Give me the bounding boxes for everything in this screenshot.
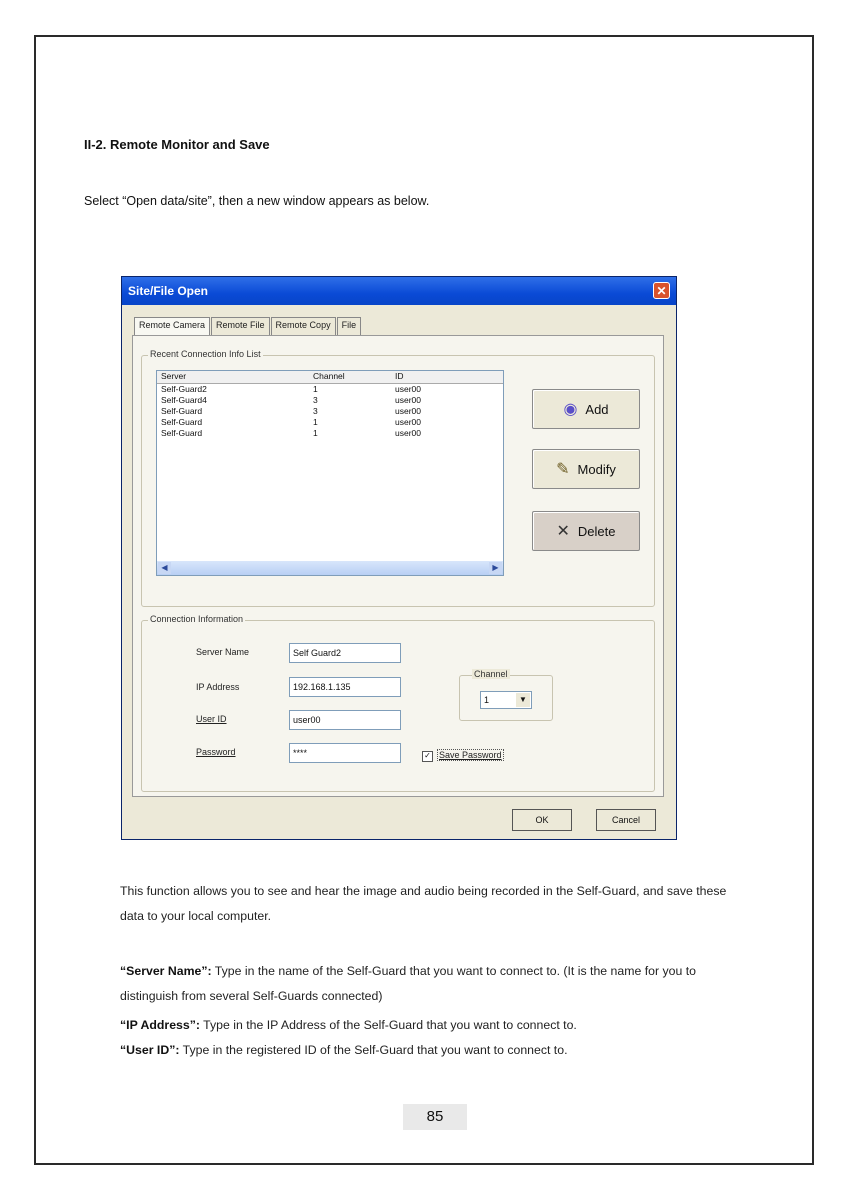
cell-server: Self-Guard <box>161 417 203 427</box>
ip-address-field[interactable]: 192.168.1.135 <box>289 677 401 697</box>
delete-button[interactable] <box>532 511 640 551</box>
column-id[interactable]: ID <box>395 371 404 381</box>
connection-info-group-label: Connection Information <box>150 614 244 624</box>
list-item[interactable] <box>157 417 503 428</box>
user-id-field[interactable]: user00 <box>289 710 401 730</box>
cell-server: Self-Guard <box>161 406 203 416</box>
channel-value: 1 <box>484 695 490 705</box>
cell-id: user00 <box>395 406 421 416</box>
intro-text: Select “Open data/site”, then a new window appears as below. <box>84 194 430 208</box>
dialog-titlebar <box>122 277 676 305</box>
site-file-open-dialog <box>121 276 677 840</box>
ip-address-description: Type in the IP Address of the Self-Guard that you want to connect to. <box>199 1018 577 1032</box>
list-item[interactable] <box>157 384 503 395</box>
ok-button[interactable]: OK <box>512 809 572 831</box>
list-item[interactable] <box>157 406 503 417</box>
user-id-label: User ID <box>196 714 227 724</box>
ip-address-paragraph <box>120 1018 744 1032</box>
page-number: 85 <box>403 1104 467 1130</box>
scroll-right-icon[interactable]: ▶ <box>489 562 502 574</box>
tab-remote-copy[interactable]: Remote Copy <box>271 317 336 335</box>
cell-id: user00 <box>395 395 421 405</box>
list-item[interactable] <box>157 428 503 439</box>
modify-icon: ✎ <box>556 461 570 478</box>
modify-button[interactable] <box>532 449 640 489</box>
server-name-description: Type in the name of the Self-Guard that you want to connect to. (It is the name for you to distinguish from several Self-Guards connected) <box>120 964 696 1003</box>
list-item[interactable] <box>157 395 503 406</box>
server-name-field[interactable]: Self Guard2 <box>289 643 401 663</box>
user-id-description: Type in the registered ID of the Self-Guard that you want to connect to. <box>179 1043 568 1057</box>
add-icon: ◉ <box>563 401 578 418</box>
channel-label: Channel <box>474 669 508 679</box>
chevron-down-icon[interactable]: ▼ <box>516 693 530 707</box>
tab-remote-file[interactable]: Remote File <box>211 317 270 335</box>
close-icon[interactable]: ✕ <box>653 282 670 299</box>
tab-remote-camera[interactable]: Remote Camera <box>134 317 210 335</box>
password-field[interactable]: **** <box>289 743 401 763</box>
password-label: Password <box>196 747 236 757</box>
recent-connection-list[interactable] <box>156 370 504 576</box>
ip-address-label: IP Address <box>196 682 240 692</box>
user-id-term: “User ID”: <box>120 1043 180 1057</box>
tab-file[interactable]: File <box>337 317 362 335</box>
cell-channel: 3 <box>313 395 318 405</box>
dialog-title: Site/File Open <box>128 284 209 298</box>
cell-id: user00 <box>395 428 421 438</box>
cell-id: user00 <box>395 384 421 394</box>
cancel-button[interactable]: Cancel <box>596 809 656 831</box>
description-paragraph: This function allows you to see and hear the image and audio being recorded in the Self-Guard, and save these data to your local computer. <box>120 884 727 923</box>
add-button-label: Add <box>585 401 609 417</box>
cell-channel: 3 <box>313 406 318 416</box>
tab-strip <box>134 317 362 335</box>
cell-channel: 1 <box>313 384 318 394</box>
user-id-paragraph <box>120 1043 744 1057</box>
modify-button-label: Modify <box>577 461 616 477</box>
delete-button-label: Delete <box>577 523 616 539</box>
column-channel[interactable]: Channel <box>313 371 345 381</box>
save-password-checkbox[interactable]: ✓ <box>422 751 433 762</box>
server-name-label: Server Name <box>196 647 250 657</box>
delete-icon: ✕ <box>556 523 570 540</box>
scroll-left-icon[interactable]: ◀ <box>158 562 171 574</box>
channel-select[interactable] <box>480 691 532 709</box>
add-button[interactable] <box>532 389 640 429</box>
cell-server: Self-Guard2 <box>161 384 207 394</box>
column-server[interactable]: Server <box>161 371 187 381</box>
server-name-term: “Server Name”: <box>120 964 212 978</box>
ip-address-term: “IP Address”: <box>120 1018 200 1032</box>
list-header <box>157 371 503 384</box>
server-name-paragraph <box>120 959 744 1009</box>
cell-channel: 1 <box>313 428 318 438</box>
save-password-label[interactable]: Save Password <box>439 750 502 760</box>
cell-server: Self-Guard4 <box>161 395 207 405</box>
cell-channel: 1 <box>313 417 318 427</box>
recent-connection-group-label: Recent Connection Info List <box>150 349 261 359</box>
cell-server: Self-Guard <box>161 428 203 438</box>
section-heading: II-2. Remote Monitor and Save <box>84 137 270 152</box>
cell-id: user00 <box>395 417 421 427</box>
horizontal-scrollbar[interactable] <box>157 561 503 575</box>
